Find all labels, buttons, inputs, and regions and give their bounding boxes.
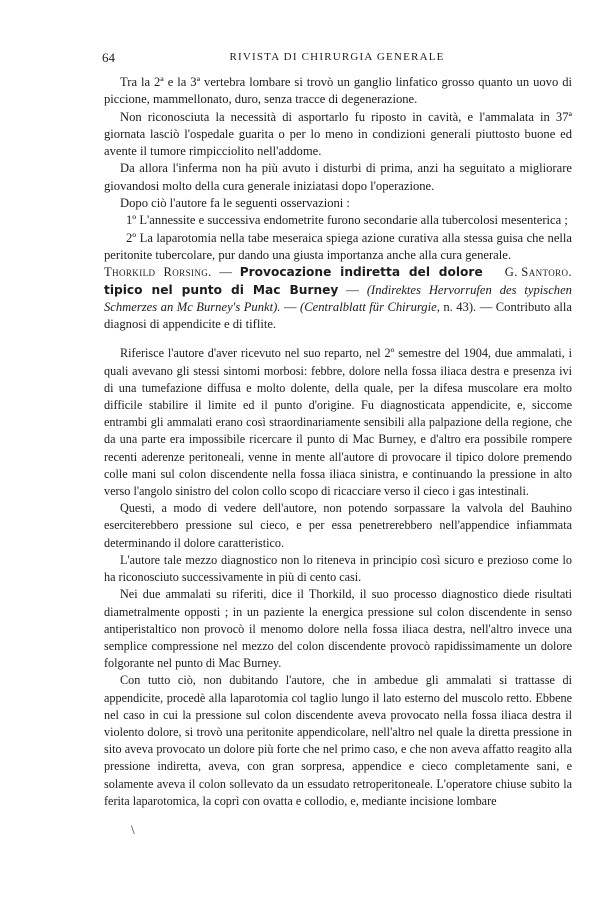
stray-mark: \ — [131, 822, 135, 837]
paragraph: Con tutto ciò, non dubitando l'autore, che in ambedue gli ammalati si trattasse di appendicite, procedè alla laparotomia col taglio lungo il lato esterno del muscolo retto. Ebbene nel caso in cui la pressione sul colon discendente aveva provocato nella fossa iliaca destra il violento dolore, si trovò una peritonite appendicolare, nell'altro nel quale la diretta pressione in sito aveva provocato un dolore più forte che nel primo caso, e che non aveva affatto reagito alla pressione indiretta, aveva, con gran sorpresa, appendice e cieco completamente sani, e solamente aveva il colon sollevato da un essudato retroperitoneale. L'operatore chiuse subito la ferita laparotomica, la coprì con ovatta e collodio, e, mediante incisione lombare — [104, 673, 572, 808]
paragraph: Riferisce l'autore d'aver ricevuto nel suo reparto, nel 2º semestre del 1904, due ammalati, i quali avevano gli stessi sintomi morbosi: febbre, dolore nella fossa iliaca destra e presenza ivi di una tumefazione diffusa e molto dolente, della quale, per la difesa muscolare era molto difficile stabilire il limite ed il punto d'origine. Fu diagnosticata appendicite, e, siccome entrambi gli ammalati erano così straordinariamente sensibili alla palpazione della regione, che da una parte era impossibile ricercare il punto di Mac Burney, e d'altro era possibile rompere recenti aderenze peritoneali, venne in mente all'autore di provocare il tipico dolore premendo colle mani sul colon discendente nella fossa iliaca sinistra, e continuando la pressione in alto verso l'angolo sinistro del colon collo scopo di ricacciare verso il cieco i gas intestinali. — [104, 346, 572, 499]
original-title: (Indirektes Hervorrufen des typischen Schmerzes an Mc Burney's Punkt). — [104, 282, 572, 314]
observation-1: 1º L'annessite e successiva endometrite furono secondarie alla tubercolosi mesenterica ; — [126, 213, 568, 228]
dash: — — [280, 299, 301, 314]
dash: — — [338, 282, 367, 297]
paragraph: L'autore tale mezzo diagnostico non lo riteneva in principio così sicuro e prezioso come lo ha riconosciuto successivamente in più di cento casi. — [104, 552, 572, 585]
paragraph: Questi, a modo di vedere dell'autore, non potendo sorpassare la valvola del Bauhino eserciterebbero pressione sul cieco, e per essa penetrerebbero nell'appendice infiammata determinando il dolore caratteristico. — [104, 501, 572, 550]
dash: — — [211, 265, 240, 280]
paragraph: Da allora l'inferma non ha più avuto i disturbi di prima, anzi ha seguitato a migliorare giovandosi molto della cura generale iniziatasi dopo l'operazione. — [104, 161, 572, 193]
page-number: 64 — [102, 50, 115, 65]
review-author: Thorkild Rorsing. — [104, 265, 212, 280]
signature: G. Santoro. — [504, 265, 572, 280]
journal-name: (Centralblatt für Chirurgie, — [300, 299, 440, 314]
paragraph: Non riconosciuta la necessità di asportarlo fu riposto in cavità, e l'ammalata in 37ª giornata lasciò l'ospedale guarita o per lo meno in condizioni generali piuttosto buone ed avente il tumore rimpicciolito nell'addome. — [104, 109, 572, 159]
paragraph: Nei due ammalati su riferiti, dice il Thorkild, il suo processo diagnostico diede risultati diametralmente opposti ; in un paziente la energica pressione sul colon discendente in senso antiperistaltico non provocò il menomo dolore nella fossa iliaca destra, nell'altro invece una semplice compressione nel mezzo del colon discendente provocò rapidissimamente un dolore folgorante nel punto di Mac Burney. — [104, 587, 572, 671]
dash: — — [476, 299, 496, 314]
observation-2-text: 2º La laparotomia nella tabe meseraica spiega azione curativa alla stessa guisa che nella peritonite tubercolare, pur dando una giusta importanza anche alla cura generale. — [104, 230, 572, 262]
paragraph: Tra la 2ª e la 3ª vertebra lombare si trovò un ganglio linfatico grosso quanto un uovo di piccione, mammellonato, duro, senza tracce di degenerazione. — [104, 75, 572, 107]
running-title: RIVISTA DI CHIRURGIA GENERALE — [229, 51, 445, 63]
review-title: Provocazione indiretta del dolore tipico nel punto di Mac Burney — [104, 265, 483, 297]
page-header — [102, 50, 572, 68]
article-body — [104, 74, 572, 810]
paragraph: Dopo ciò l'autore fa le seguenti osservazioni : — [120, 196, 350, 211]
review-subject: Contributo alla diagnosi di appendicite e di tiflite. — [104, 299, 573, 332]
review-text — [104, 345, 572, 809]
journal-issue: n. 43). — [439, 299, 477, 314]
